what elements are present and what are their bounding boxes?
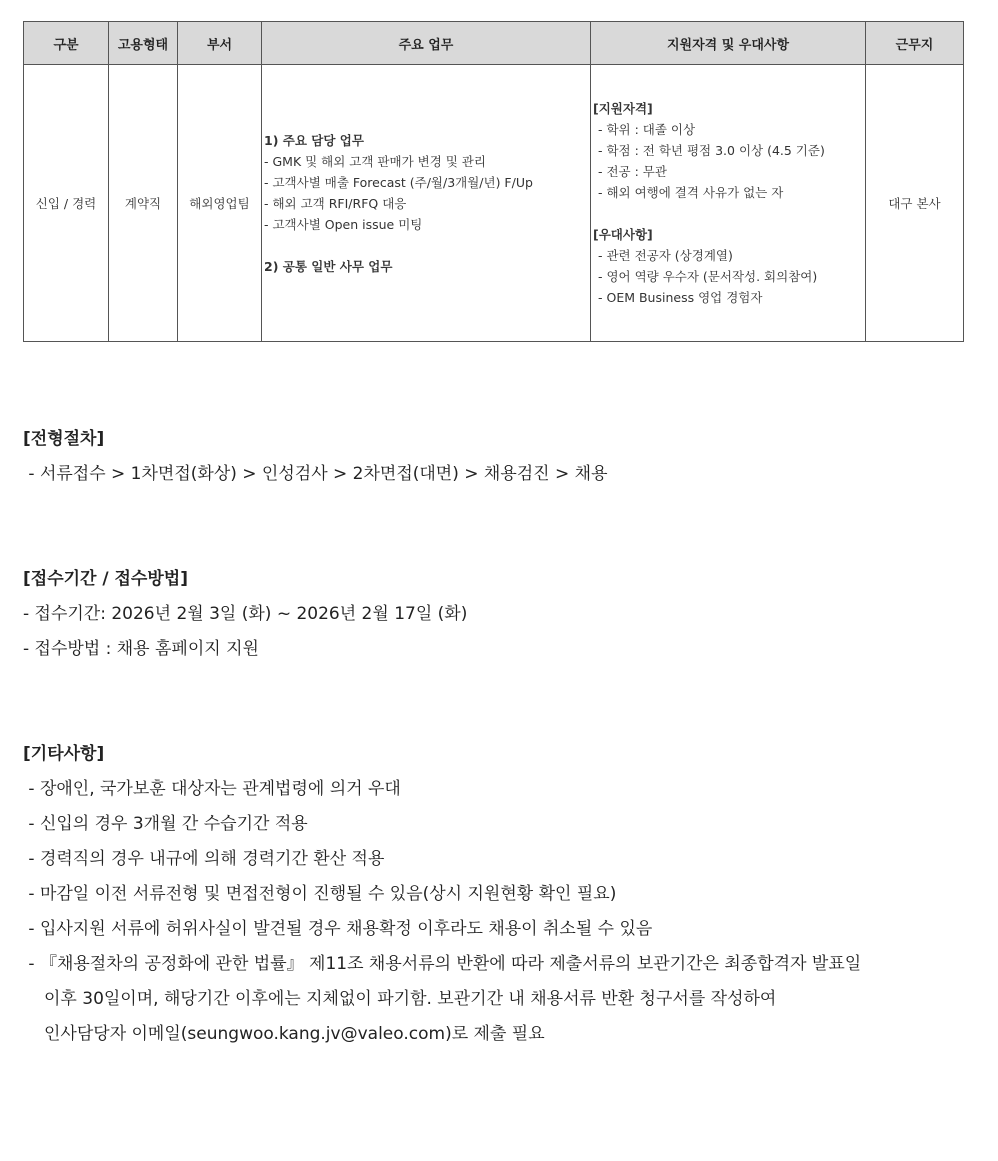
duties-heading-1: 1) 주요 담당 업무 — [264, 132, 364, 148]
etc-section — [23, 737, 861, 1052]
department-text: 해외영업팀 — [189, 195, 250, 211]
duties-item: - 고객사별 매출 Forecast (주/월/3개월/년) F/Up — [264, 174, 533, 190]
qualification-item: - 전공 : 무관 — [598, 164, 667, 179]
etc-item: - 장애인, 국가보훈 대상자는 관계법령에 의거 우대 — [23, 779, 401, 799]
qualification-item: - 해외 여행에 결격 사유가 없는 자 — [598, 185, 784, 200]
preferences-heading: [우대사항] — [593, 227, 653, 242]
process-heading: [전형절차] — [23, 429, 105, 449]
duties-heading-2: 2) 공통 일반 사무 업무 — [264, 258, 393, 274]
process-text: - 서류접수 > 1차면접(화상) > 인성검사 > 2차면접(대면) > 채용검진 > 채용 — [23, 464, 608, 484]
application-section — [23, 562, 467, 667]
job-table — [23, 21, 964, 342]
etc-item: - 입사지원 서류에 허위사실이 발견될 경우 채용확정 이후라도 채용이 취소될 수 있음 — [23, 919, 653, 939]
header-location: 근무지 — [866, 22, 964, 65]
qualification-item: - 학점 : 전 학년 평점 3.0 이상 (4.5 기준) — [598, 143, 825, 158]
cell-category — [24, 65, 109, 342]
application-heading: [접수기간 / 접수방법] — [23, 569, 188, 589]
duties-item: - 고객사별 Open issue 미팅 — [264, 216, 423, 232]
table-row — [24, 65, 964, 342]
header-category: 구분 — [24, 22, 109, 65]
cell-employment-type — [109, 65, 178, 342]
duties-item: - 해외 고객 RFI/RFQ 대응 — [264, 195, 407, 211]
application-period: - 접수기간: 2026년 2월 3일 (화) ~ 2026년 2월 17일 (화) — [23, 604, 468, 624]
qualification-item: - 학위 : 대졸 이상 — [598, 122, 696, 137]
location-text: 대구 본사 — [888, 195, 941, 211]
header-qualifications: 지원자격 및 우대사항 — [591, 22, 866, 65]
etc-item: - 『채용절차의 공정화에 관한 법률』 제11조 채용서류의 반환에 따라 제출서류의 보관기간은 최종합격자 발표일 — [23, 954, 862, 974]
table-header-row — [24, 22, 964, 65]
cell-location — [866, 65, 964, 342]
cell-department — [178, 65, 262, 342]
etc-item: - 경력직의 경우 내규에 의해 경력기간 환산 적용 — [23, 849, 385, 869]
process-section — [23, 422, 608, 492]
preference-item: - 관련 전공자 (상경계열) — [598, 248, 733, 263]
cell-duties — [262, 65, 591, 342]
qualifications-heading: [지원자격] — [593, 101, 653, 116]
header-employment-type: 고용형태 — [109, 22, 178, 65]
duties-item: - GMK 및 해외 고객 판매가 변경 및 관리 — [264, 153, 486, 169]
preference-item: - 영어 역량 우수자 (문서작성. 회의참여) — [598, 269, 818, 284]
employment-type-text: 계약직 — [124, 195, 162, 211]
etc-continuation: 이후 30일이며, 해당기간 이후에는 지체없이 파기함. 보관기간 내 채용서류 반환 청구서를 작성하여 — [44, 989, 777, 1009]
cell-qualifications — [591, 65, 866, 342]
etc-item: - 마감일 이전 서류전형 및 면접전형이 진행될 수 있음(상시 지원현황 확인 필요) — [23, 884, 617, 904]
header-duties: 주요 업무 — [262, 22, 591, 65]
category-text: 신입 / 경력 — [35, 195, 97, 211]
etc-item: - 신입의 경우 3개월 간 수습기간 적용 — [23, 814, 308, 834]
etc-heading: [기타사항] — [23, 744, 105, 764]
header-department: 부서 — [178, 22, 262, 65]
application-method: - 접수방법 : 채용 홈페이지 지원 — [23, 639, 259, 659]
etc-continuation: 인사담당자 이메일(seungwoo.kang.jv@valeo.com)로 제출 필요 — [44, 1024, 545, 1044]
preference-item: - OEM Business 영업 경험자 — [598, 290, 763, 305]
